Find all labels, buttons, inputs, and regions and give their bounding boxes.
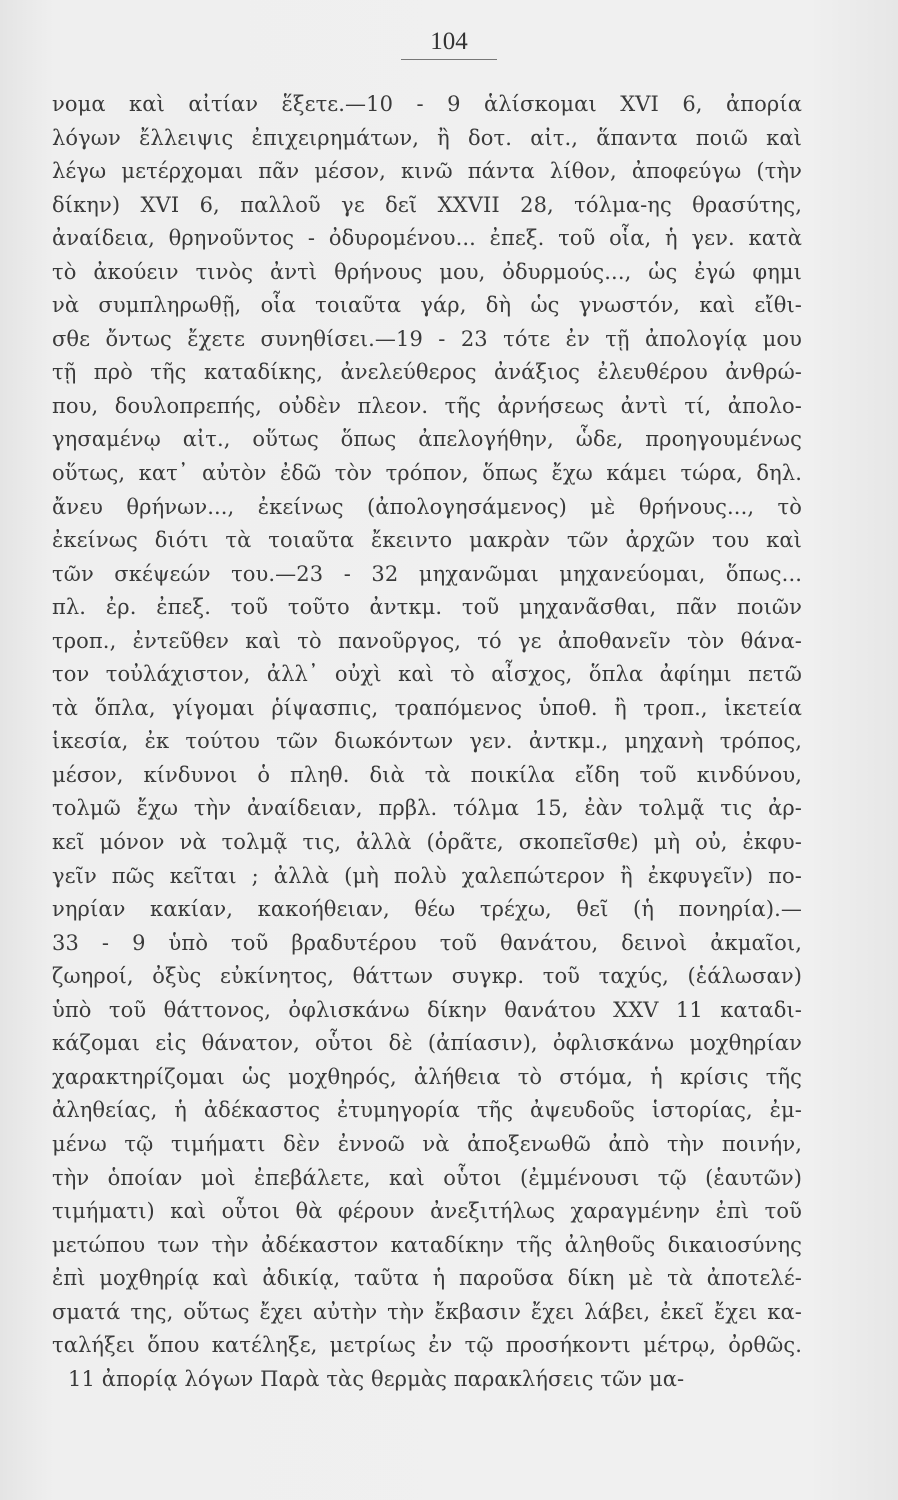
text-line-36: ἐπὶ μοχθηρίᾳ καὶ ἀδικίᾳ, ταῦτα ἡ παροῦσα δίκη μὲ τὰ ἀποτελέ- [52, 1266, 802, 1291]
text-line-3: λέγω μετέρχομαι πᾶν μέσον, κινῶ πάντα λίθον, ἀποφεύγω (τὴν [52, 159, 802, 184]
text-line-1: νομα καὶ αἰτίαν ἕξετε.—10 - 9 ἁλίσκομαι XVI 6, ἀπορία [52, 92, 802, 116]
text-line-14: ἐκείνως διότι τὰ τοιαῦτα ἔκειντο μακρὰν τῶν ἀρχῶν του καὶ [52, 528, 802, 553]
text-line-30: χαρακτηρίζομαι ὡς μοχθηρός, ἀλήθεια τὸ στόμα, ἡ κρίσις τῆς [52, 1064, 802, 1089]
text-line-29: κάζομαι εἰς θάνατον, οὗτοι δὲ (ἀπίασιν), ὀφλισκάνω μοχθηρίαν [52, 1031, 802, 1056]
text-line-2: λόγων ἔλλειψις ἐπιχειρημάτων, ἢ δοτ. αἰτ., ἅπαντα ποιῶ καὶ [52, 125, 802, 150]
text-line-31: ἀληθείας, ἡ ἀδέκαστος ἐτυμηγορία τῆς ἀψευδοῦς ἱστορίας, ἐμ- [52, 1098, 802, 1123]
text-line-21: μέσον, κίνδυνοι ὁ πληθ. διὰ τὰ ποικίλα εἴδη τοῦ κινδύνου, [52, 762, 802, 787]
text-line-9: τῇ πρὸ τῆς καταδίκης, ἀνελεύθερος ἀνάξιος ἐλευθέρου ἀνθρώ- [52, 360, 802, 385]
text-line-32: μένω τῷ τιμήματι δὲν ἐννοῶ νὰ ἀποξενωθῶ ἀπὸ τὴν ποινήν, [52, 1131, 802, 1156]
text-line-6: τὸ ἀκούειν τινὸς ἀντὶ θρήνους μου, ὀδυρμούς..., ὡς ἐγώ φημι [52, 259, 802, 284]
text-line-23: κεῖ μόνον νὰ τολμᾷ τις, ἀλλὰ (ὁρᾶτε, σκοπεῖσθε) μὴ οὐ, ἐκφυ- [52, 830, 802, 855]
text-line-18: τον τοὐλάχιστον, ἀλλ᾽ οὐχὶ καὶ τὸ αἶσχος, ὅπλα ἀφίημι πετῶ [52, 662, 802, 687]
text-line-24: γεῖν πῶς κεῖται ; ἀλλὰ (μὴ πολὺ χαλεπώτερον ἢ ἐκφυγεῖν) πο- [52, 863, 802, 888]
text-line-20: ἱκεσία, ἐκ τούτου τῶν διωκόντων γεν. ἀντκμ., μηχανὴ τρόπος, [52, 729, 802, 754]
text-line-28: ὑπὸ τοῦ θάττονος, ὀφλισκάνω δίκην θανάτου XXV 11 καταδι- [52, 997, 802, 1022]
text-line-7: νὰ συμπληρωθῇ, οἷα τοιαῦτα γάρ, δὴ ὡς γνωστόν, καὶ εἴθι- [52, 293, 802, 318]
text-line-8: σθε ὄντως ἔχετε συνηθίσει.—19 - 23 τότε ἐν τῇ ἀπολογίᾳ μου [52, 326, 802, 351]
text-line-5: ἀναίδεια, θρηνοῦντος - ὀδυρομένου... ἐπεξ. τοῦ οἷα, ἡ γεν. κατὰ [52, 226, 802, 251]
text-line-17: τροπ., ἐντεῦθεν καὶ τὸ πανοῦργος, τό γε ἀποθανεῖν τὸν θάνα- [52, 628, 802, 653]
text-line-27: ζωηροί, ὀξὺς εὐκίνητος, θάττων συγκρ. τοῦ ταχύς, (ἑάλωσαν) [52, 964, 802, 989]
text-line-34: τιμήματι) καὶ οὗτοι θὰ φέρουν ἀνεξιτήλως χαραγμένην ἐπὶ τοῦ [52, 1199, 802, 1224]
text-line-13: ἄνευ θρήνων..., ἐκείνως (ἀπολογησάμενος) μὲ θρήνους..., τὸ [52, 494, 802, 519]
text-line-16: πλ. ἐρ. ἐπεξ. τοῦ τοῦτο ἀντκμ. τοῦ μηχανᾶσθαι, πᾶν ποιῶν [52, 595, 802, 620]
text-line-10: που, δουλοπρεπής, οὐδὲν πλεον. τῆς ἀρνήσεως ἀντὶ τί, ἀπολο- [52, 393, 802, 418]
text-line-19: τὰ ὅπλα, γίγομαι ῥίψασπις, τραπόμενος ὑποθ. ἢ τροπ., ἱκετεία [52, 695, 802, 720]
text-line-38: ταλήξει ὅπου κατέληξε, μετρίως ἐν τῷ προσήκοντι μέτρῳ, ὀρθῶς. [52, 1333, 802, 1358]
page-header [0, 28, 898, 60]
page-number: 104 [401, 28, 497, 60]
text-line-4: δίκην) XVI 6, παλλοῦ γε δεῖ XXVII 28, τόλμα-ης θρασύτης, [52, 192, 802, 217]
text-line-33: τὴν ὁποίαν μοὶ ἐπεβάλετε, καὶ οὗτοι (ἐμμένουσι τῷ (ἑαυτῶν) [52, 1165, 802, 1190]
text-line-12: οὕτως, κατ᾽ αὐτὸν ἐδῶ τὸν τρόπον, ὅπως ἔχω κάμει τώρα, δηλ. [52, 461, 802, 486]
text-line-11: γησαμένῳ αἰτ., οὕτως ὅπως ἀπελογήθην, ὧδε, προηγουμένως [52, 427, 802, 452]
text-line-37: σματά της, οὕτως ἔχει αὐτὴν τὴν ἔκβασιν ἔχει λάβει, ἐκεῖ ἔχει κα- [52, 1299, 802, 1324]
text-line-35: μετώπου των τὴν ἀδέκαστον καταδίκην τῆς ἀληθοῦς δικαιοσύνης [52, 1232, 802, 1257]
text-line-39: 11 ἀπορίᾳ λόγων Παρὰ τὰς θερμὰς παρακλήσεις τῶν μα- [68, 1366, 685, 1391]
text-line-25: νηρίαν κακίαν, κακοήθειαν, θέω τρέχω, θεῖ (ἡ πονηρία).— [52, 897, 802, 922]
text-line-26: 33 - 9 ὑπὸ τοῦ βραδυτέρου τοῦ θανάτου, δεινοὶ ἀκμαῖοι, [52, 930, 802, 955]
text-line-22: τολμῶ ἔχω τὴν ἀναίδειαν, πρβλ. τόλμα 15, ἐὰν τολμᾷ τις ἀρ- [52, 796, 802, 821]
commentary-text [52, 88, 802, 1396]
text-line-15: τῶν σκέψεών του.—23 - 32 μηχανῶμαι μηχανεύομαι, ὅπως... [52, 561, 802, 586]
